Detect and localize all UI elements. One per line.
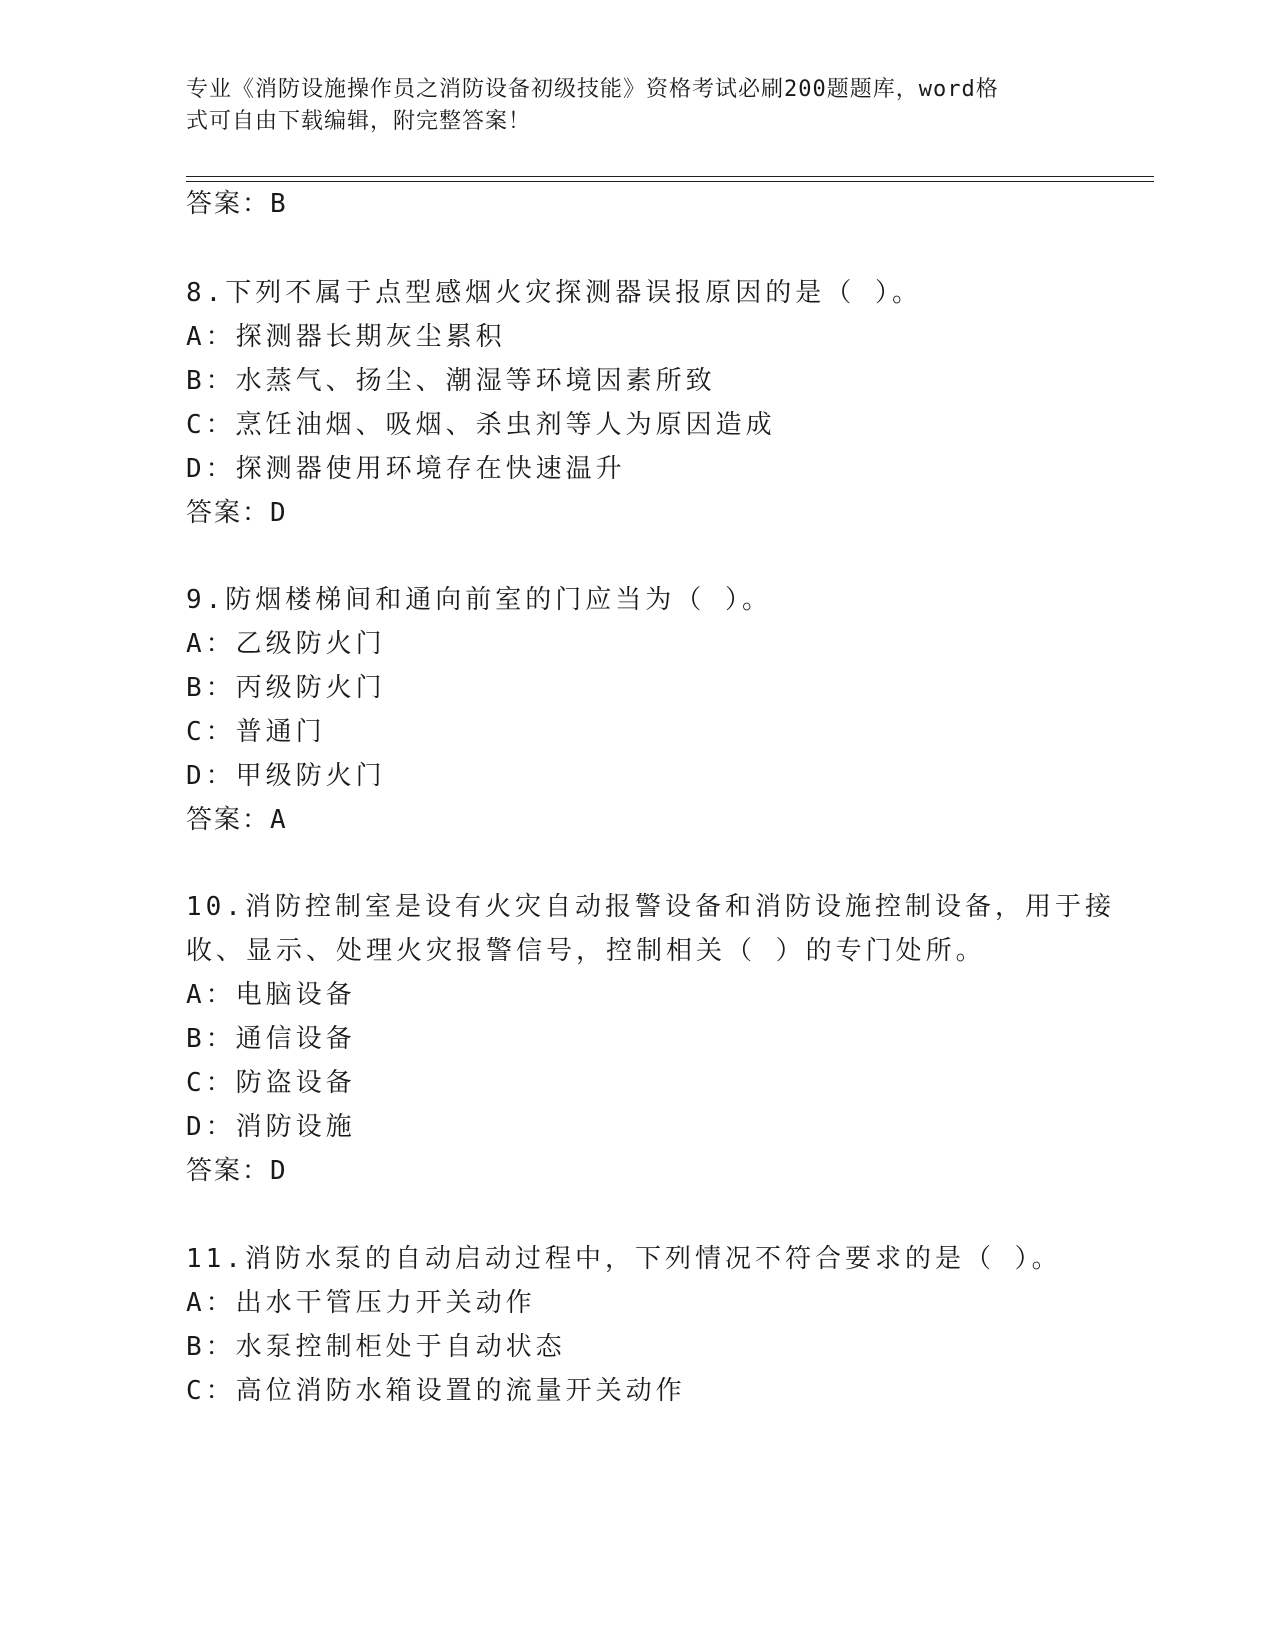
answer-label: 答案：	[186, 1156, 271, 1186]
answer-value: A	[270, 805, 288, 835]
document-header	[186, 74, 1066, 138]
answer-label: 答案：	[186, 498, 271, 528]
question-9-option-d: D：甲级防火门	[186, 761, 386, 791]
header-divider-top	[186, 176, 1154, 177]
question-9-stem: 9.防烟楼梯间和通向前室的门应当为（ ）。	[186, 585, 772, 615]
answer-value: B	[270, 189, 288, 219]
question-8-stem: 8.下列不属于点型感烟火灾探测器误报原因的是（ ）。	[186, 278, 922, 308]
answer-prev	[186, 188, 288, 220]
header-line-2: 式可自由下载编辑，附完整答案！	[186, 109, 532, 134]
question-9-option-a: A：乙级防火门	[186, 629, 386, 659]
question-8-option-a: A：探测器长期灰尘累积	[186, 322, 506, 352]
answer-label: 答案：	[186, 805, 271, 835]
question-10-answer	[186, 1155, 288, 1187]
question-11-stem: 11.消防水泵的自动启动过程中，下列情况不符合要求的是（ ）。	[186, 1244, 1062, 1274]
question-9-answer	[186, 804, 288, 836]
question-9-option-c: C：普通门	[186, 717, 326, 747]
question-8-option-b: B：水蒸气、扬尘、潮湿等环境因素所致	[186, 366, 716, 396]
question-11-option-a: A：出水干管压力开关动作	[186, 1288, 536, 1318]
question-8-option-c: C：烹饪油烟、吸烟、杀虫剂等人为原因造成	[186, 410, 776, 440]
question-10-option-d: D：消防设施	[186, 1112, 356, 1142]
header-line-1: 专业《消防设施操作员之消防设备初级技能》资格考试必刷200题题库，word格	[186, 77, 999, 102]
question-9-option-b: B：丙级防火门	[186, 673, 386, 703]
answer-label: 答案：	[186, 189, 271, 219]
question-10-stem-line-2: 收、显示、处理火灾报警信号，控制相关（ ）的专门处所。	[186, 936, 986, 966]
question-10-stem-line-1: 10.消防控制室是设有火灾自动报警设备和消防设施控制设备，用于接	[186, 892, 1115, 922]
question-8-answer	[186, 497, 288, 529]
header-divider-bottom	[186, 181, 1154, 182]
question-10-option-c: C：防盗设备	[186, 1068, 356, 1098]
question-8-option-d: D：探测器使用环境存在快速温升	[186, 454, 626, 484]
question-11-option-c: C：高位消防水箱设置的流量开关动作	[186, 1376, 686, 1406]
answer-value: D	[270, 1156, 288, 1186]
question-11-option-b: B：水泵控制柜处于自动状态	[186, 1332, 566, 1362]
question-10-option-b: B：通信设备	[186, 1024, 356, 1054]
question-10-option-a: A：电脑设备	[186, 980, 356, 1010]
answer-value: D	[270, 498, 288, 528]
